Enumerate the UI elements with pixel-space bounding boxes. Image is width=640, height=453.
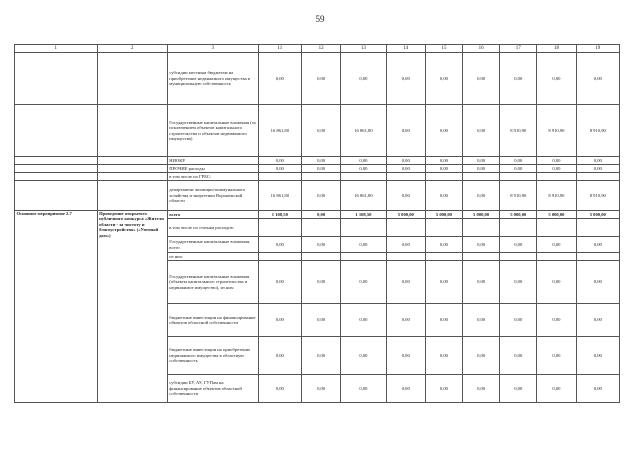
table-row [15, 181, 620, 211]
event-name: Проведение открытого публичного конкурса «Жители области - за чистоту и благоустройство» («Уютный дом») [97, 211, 167, 403]
value-cell: 0,00 [258, 304, 301, 337]
value-cell: 0,00 [386, 261, 425, 304]
value-cell: 0,00 [537, 261, 576, 304]
value-cell: 0,00 [576, 337, 619, 375]
value-cell: 0,00 [302, 337, 341, 375]
value-cell: 0,00 [341, 53, 386, 105]
second-col-empty [97, 181, 167, 211]
row-label: Государственные капитальные вложения (за исключением объектов капитального строительства и объектов недвижимого имущества) [167, 105, 258, 157]
value-cell [258, 253, 301, 261]
value-cell: 0,00 [537, 375, 576, 403]
value-cell: 0,00 [425, 181, 462, 211]
value-cell: 0,00 [302, 181, 341, 211]
value-cell: 0,00 [302, 157, 341, 165]
value-cell: 0,00 [463, 337, 500, 375]
value-cell: 0,00 [386, 53, 425, 105]
value-cell: 0,00 [302, 53, 341, 105]
value-cell: 0,00 [302, 375, 341, 403]
table-row [15, 157, 620, 165]
value-cell [537, 219, 576, 237]
column-header: 1 [15, 45, 98, 53]
value-cell [425, 173, 462, 181]
value-cell: 1 108,50 [341, 211, 386, 219]
value-cell [258, 173, 301, 181]
value-cell: 0,00 [463, 304, 500, 337]
value-cell: 0,00 [425, 105, 462, 157]
value-cell: 0,00 [386, 165, 425, 173]
value-cell [341, 219, 386, 237]
value-cell: 0,00 [500, 53, 537, 105]
value-cell [537, 253, 576, 261]
value-cell: 0,00 [425, 165, 462, 173]
value-cell: 0,00 [302, 261, 341, 304]
value-cell: 0,00 [386, 337, 425, 375]
page-number: 59 [315, 14, 325, 24]
value-cell: 0,00 [500, 237, 537, 253]
value-cell: 0,00 [302, 211, 341, 219]
row-label: всего [167, 211, 258, 219]
column-header: 18 [537, 45, 576, 53]
value-cell [386, 173, 425, 181]
value-cell: 0,00 [386, 181, 425, 211]
value-cell: 0,00 [463, 261, 500, 304]
column-header: 2 [97, 45, 167, 53]
value-cell: 0,00 [302, 237, 341, 253]
row-label: в том числе по ГРБС: [167, 173, 258, 181]
value-cell: 0,00 [576, 261, 619, 304]
value-cell: 0,00 [341, 165, 386, 173]
value-cell: 0,00 [425, 237, 462, 253]
value-cell: 0,00 [537, 53, 576, 105]
value-cell: 0,00 [258, 261, 301, 304]
value-cell: 8 910,90 [576, 181, 619, 211]
value-cell: 0,00 [386, 237, 425, 253]
column-header: 13 [341, 45, 386, 53]
value-cell: 5 000,00 [463, 211, 500, 219]
value-cell: 0,00 [425, 261, 462, 304]
column-header: 15 [425, 45, 462, 53]
second-col-empty [97, 157, 167, 165]
value-cell: 0,00 [386, 304, 425, 337]
value-cell: 16 861,80 [258, 181, 301, 211]
value-cell: 0,00 [463, 105, 500, 157]
value-cell: 0,00 [576, 375, 619, 403]
row-label: из них: [167, 253, 258, 261]
table-row [15, 53, 620, 105]
value-cell: 16 861,80 [258, 105, 301, 157]
row-label: субсидии местным бюджетам на приобретение недвижимого имущества в муниципальную собственность [167, 53, 258, 105]
first-col-empty [15, 173, 98, 181]
table-row [15, 173, 620, 181]
value-cell: 0,00 [341, 237, 386, 253]
value-cell: 0,00 [258, 375, 301, 403]
first-col-empty [15, 157, 98, 165]
value-cell: 0,00 [463, 157, 500, 165]
value-cell: 0,00 [302, 105, 341, 157]
value-cell: 0,00 [463, 53, 500, 105]
column-header: 17 [500, 45, 537, 53]
value-cell: 8 910,90 [537, 105, 576, 157]
value-cell: 0,00 [500, 157, 537, 165]
second-col-empty [97, 105, 167, 157]
value-cell: 0,00 [341, 157, 386, 165]
column-header: 16 [463, 45, 500, 53]
value-cell [425, 253, 462, 261]
value-cell [463, 173, 500, 181]
value-cell: 0,00 [500, 375, 537, 403]
value-cell: 0,00 [537, 157, 576, 165]
value-cell: 1 108,50 [258, 211, 301, 219]
value-cell: 0,00 [341, 261, 386, 304]
header-row [15, 45, 620, 53]
value-cell: 5 000,00 [425, 211, 462, 219]
value-cell: 0,00 [537, 337, 576, 375]
value-cell [463, 219, 500, 237]
value-cell: 0,00 [537, 165, 576, 173]
value-cell: 0,00 [386, 105, 425, 157]
value-cell: 0,00 [500, 165, 537, 173]
value-cell: 0,00 [576, 237, 619, 253]
value-cell [463, 253, 500, 261]
value-cell: 0,00 [258, 237, 301, 253]
row-label: департамент жилищно-коммунального хозяйства и энергетики Воронежской области [167, 181, 258, 211]
value-cell: 0,00 [425, 53, 462, 105]
value-cell [341, 173, 386, 181]
first-col-empty [15, 105, 98, 157]
row-label: бюджетные инвестиции на приобретение недвижимого имущества в областную собственность [167, 337, 258, 375]
table-row [15, 105, 620, 157]
column-header: 14 [386, 45, 425, 53]
value-cell: 0,00 [341, 375, 386, 403]
value-cell [537, 173, 576, 181]
value-cell [386, 219, 425, 237]
second-col-empty [97, 53, 167, 105]
value-cell: 16 861,80 [341, 181, 386, 211]
value-cell: 8 910,90 [537, 181, 576, 211]
value-cell: 0,00 [463, 237, 500, 253]
value-cell [302, 219, 341, 237]
value-cell: 0,00 [576, 304, 619, 337]
value-cell [386, 253, 425, 261]
value-cell: 5 000,00 [537, 211, 576, 219]
value-cell: 0,00 [576, 165, 619, 173]
first-col-empty [15, 181, 98, 211]
value-cell: 0,00 [341, 304, 386, 337]
column-header: 11 [258, 45, 301, 53]
second-col-empty [97, 173, 167, 181]
budget-table [14, 44, 620, 403]
value-cell: 5 000,00 [386, 211, 425, 219]
row-label: в том числе по статьям расходов: [167, 219, 258, 237]
value-cell: 0,00 [258, 53, 301, 105]
row-label: ПРОЧИЕ расходы [167, 165, 258, 173]
value-cell: 0,00 [302, 165, 341, 173]
table-body [15, 45, 620, 403]
value-cell: 0,00 [500, 261, 537, 304]
table-row [15, 211, 620, 219]
value-cell: 0,00 [258, 165, 301, 173]
value-cell [500, 219, 537, 237]
row-label: субсидии БУ, АУ, ГУПам на финансирование объектов областной собственности [167, 375, 258, 403]
value-cell: 0,00 [258, 157, 301, 165]
value-cell: 0,00 [576, 53, 619, 105]
value-cell: 8 910,90 [500, 181, 537, 211]
value-cell: 16 861,80 [341, 105, 386, 157]
value-cell: 5 000,00 [576, 211, 619, 219]
value-cell: 0,00 [500, 337, 537, 375]
first-col-empty [15, 165, 98, 173]
value-cell [258, 219, 301, 237]
row-label: НИОКР [167, 157, 258, 165]
value-cell [576, 253, 619, 261]
value-cell: 0,00 [463, 181, 500, 211]
value-cell: 0,00 [302, 304, 341, 337]
value-cell [500, 173, 537, 181]
value-cell [302, 173, 341, 181]
value-cell [576, 173, 619, 181]
value-cell: 0,00 [463, 375, 500, 403]
value-cell: 8 910,90 [500, 105, 537, 157]
value-cell: 0,00 [463, 165, 500, 173]
column-header: 19 [576, 45, 619, 53]
value-cell: 0,00 [425, 337, 462, 375]
value-cell [302, 253, 341, 261]
value-cell [500, 253, 537, 261]
value-cell: 0,00 [425, 304, 462, 337]
column-header: 12 [302, 45, 341, 53]
value-cell: 0,00 [386, 375, 425, 403]
value-cell: 0,00 [500, 304, 537, 337]
row-label: бюджетные инвестиции на финансирование объектов областной собственности [167, 304, 258, 337]
value-cell: 0,00 [425, 375, 462, 403]
first-col-empty [15, 53, 98, 105]
value-cell [341, 253, 386, 261]
value-cell: 0,00 [386, 157, 425, 165]
table-row [15, 165, 620, 173]
second-col-empty [97, 165, 167, 173]
column-header: 3 [167, 45, 258, 53]
value-cell [576, 219, 619, 237]
value-cell: 0,00 [537, 304, 576, 337]
event-code: Основное мероприятие 2.7 [15, 211, 98, 403]
value-cell: 5 000,00 [500, 211, 537, 219]
value-cell: 0,00 [537, 237, 576, 253]
value-cell [425, 219, 462, 237]
value-cell: 0,00 [576, 157, 619, 165]
value-cell: 8 910,90 [576, 105, 619, 157]
row-label: Государственные капитальные вложения (объекты капитального строительства и недвижимое имущество), из них: [167, 261, 258, 304]
value-cell: 0,00 [258, 337, 301, 375]
value-cell: 0,00 [341, 337, 386, 375]
value-cell: 0,00 [425, 157, 462, 165]
row-label: Государственные капитальные вложения, всего [167, 237, 258, 253]
